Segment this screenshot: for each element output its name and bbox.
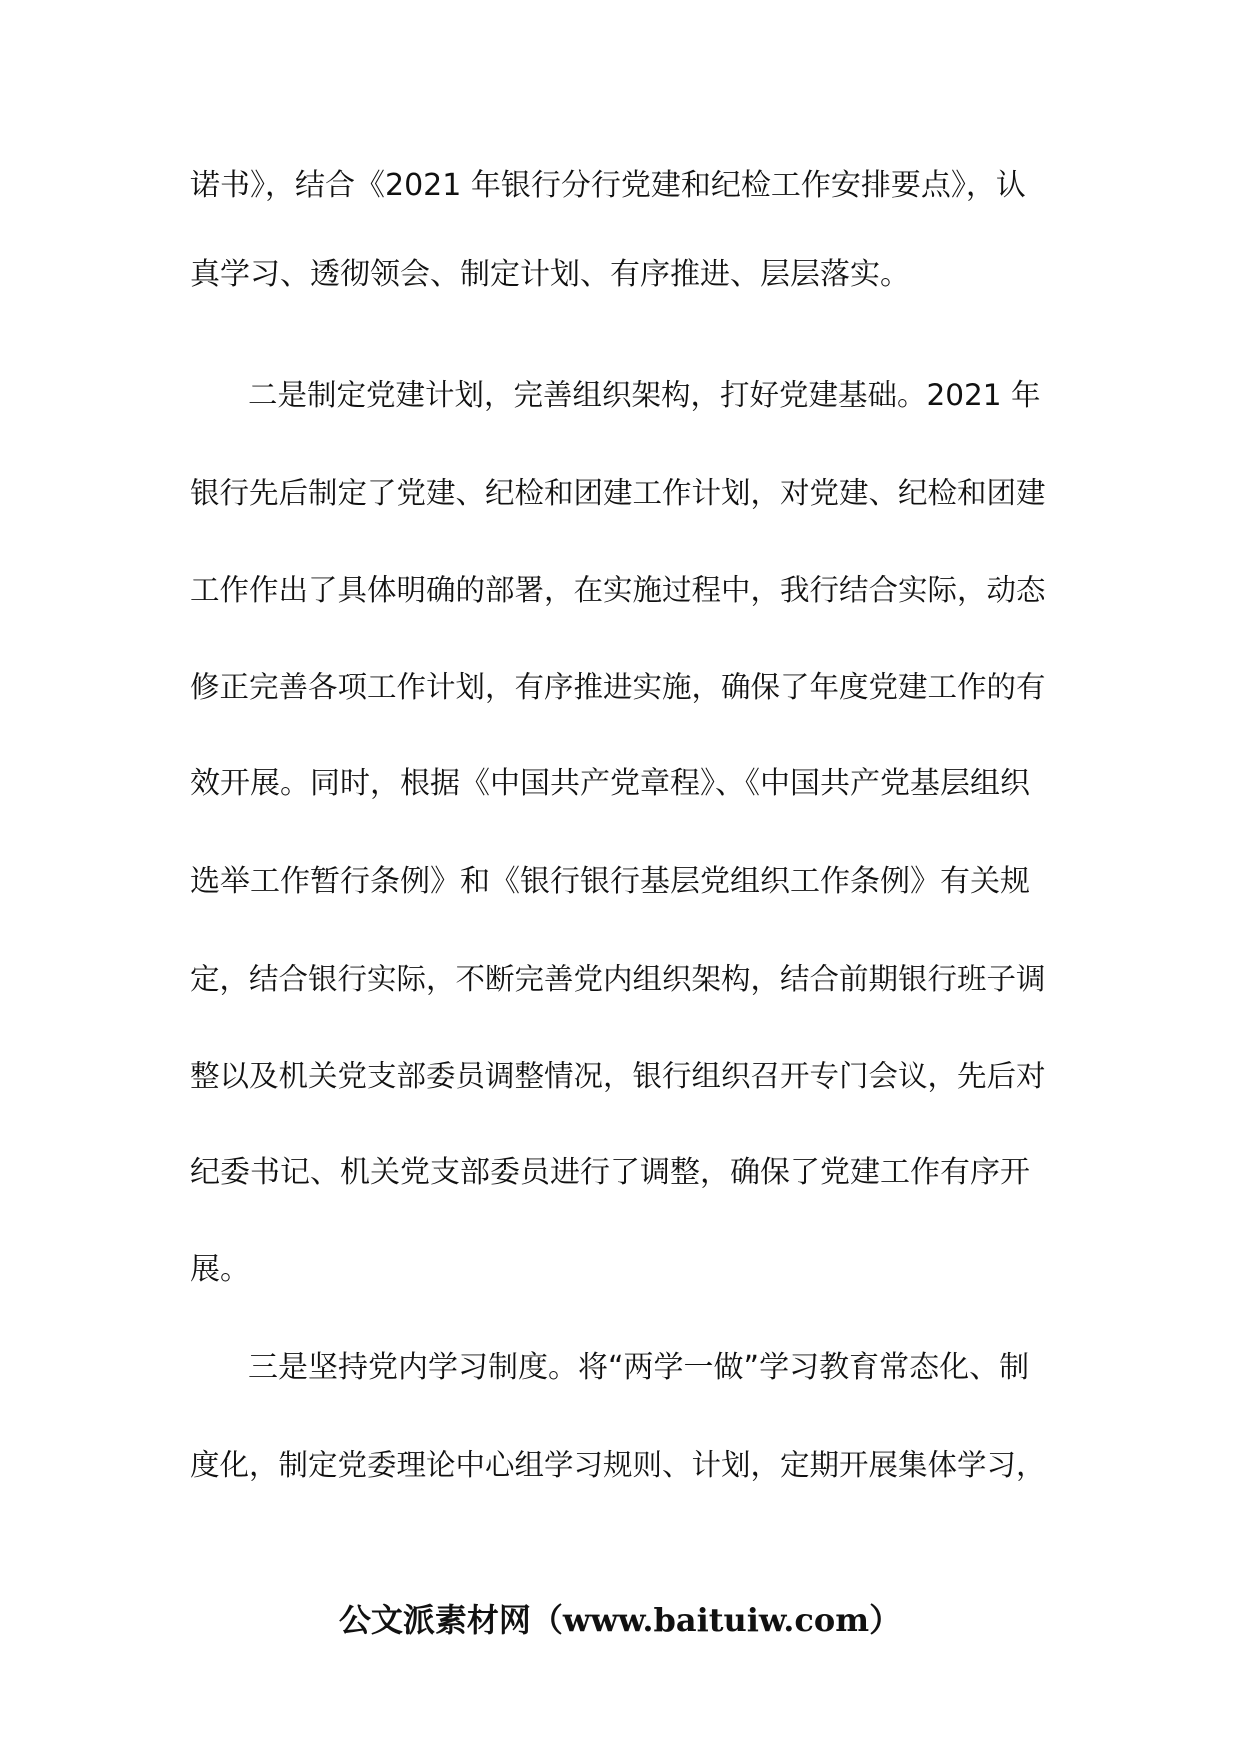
body-text-line: 选举工作暂行条例》和《银行银行基层党组织工作条例》有关规 (190, 864, 1030, 899)
body-text-line: 工作作出了具体明确的部署，在实施过程中，我行结合实际，动态 (190, 573, 1046, 607)
body-text-line: 修正完善各项工作计划，有序推进实施，确保了年度党建工作的有 (190, 670, 1046, 704)
body-text-line: 纪委书记、机关党支部委员进行了调整，确保了党建工作有序开 (190, 1155, 1030, 1190)
body-text-line: 度化，制定党委理论中心组学习规则、计划，定期开展集体学习， (190, 1448, 1046, 1482)
paragraph-first-line: 三是坚持党内学习制度。将“两学一做”学习教育常态化、制 (248, 1350, 1030, 1385)
body-text-line: 整以及机关党支部委员调整情况，银行组织召开专门会议，先后对 (190, 1059, 1046, 1093)
footer-watermark: 公文派素材网（www.baituiw.com） (338, 1601, 902, 1639)
body-text-line: 银行先后制定了党建、纪检和团建工作计划，对党建、纪检和团建 (190, 476, 1046, 510)
body-text-line: 真学习、透彻领会、制定计划、有序推进、层层落实。 (190, 257, 910, 292)
body-text-line: 定，结合银行实际，不断完善党内组织架构，结合前期银行班子调 (190, 962, 1046, 996)
body-text-line: 展。 (190, 1252, 250, 1287)
paragraph-first-line: 二是制定党建计划，完善组织架构，打好党建基础。2021 年 (248, 378, 1041, 412)
body-text-line: 效开展。同时，根据《中国共产党章程》、《中国共产党基层组织 (190, 766, 1030, 801)
body-text-line: 诺书》，结合《2021 年银行分行党建和纪检工作安排要点》，认 (190, 168, 1026, 203)
